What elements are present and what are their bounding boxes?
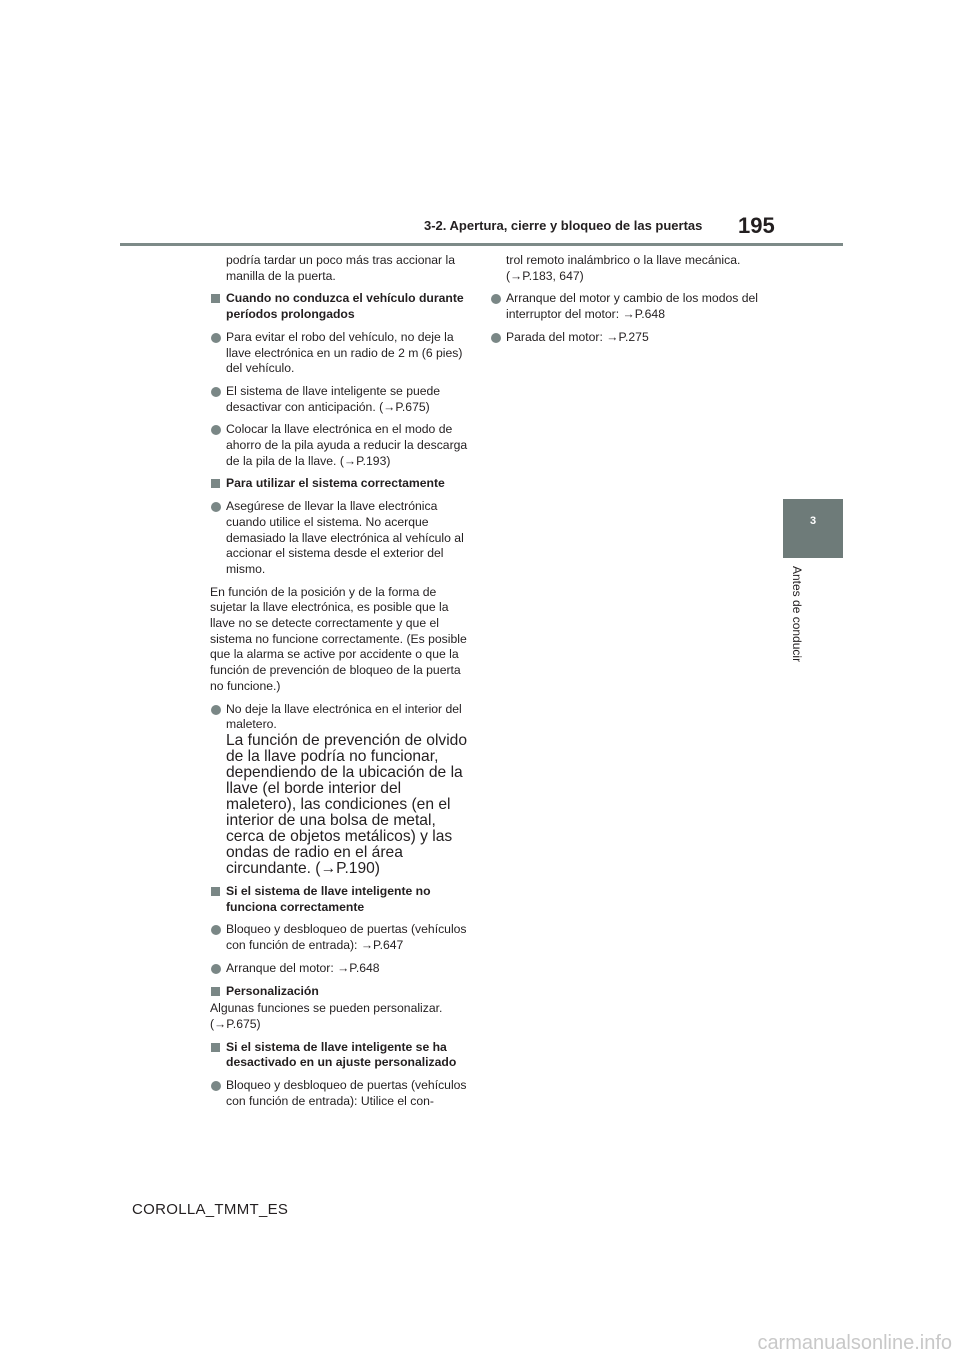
paragraph: trol remoto inalámbrico o la llave mecánica. (→P.183, 647) [506, 253, 741, 283]
square-bullet-icon [211, 887, 220, 896]
section-heading: Si el sistema de llave inteligente no funciona correctamente [210, 884, 472, 915]
bullet-item: Bloqueo y desbloqueo de puertas (vehículos con función de entrada): →P.647 [210, 922, 472, 953]
bullet-item: Para evitar el robo del vehículo, no deje la llave electrónica en un radio de 2 m (6 pies) del vehículo. [210, 330, 472, 377]
watermark: carmanualsonline.info [757, 1332, 952, 1354]
square-bullet-icon [211, 294, 220, 303]
bullet-item: El sistema de llave inteligente se puede desactivar con anticipación. (→P.675) [210, 384, 472, 415]
section-header-title: 3-2. Apertura, cierre y bloqueo de las puertas [424, 218, 703, 233]
section-heading: Personalización [210, 984, 472, 1000]
chapter-number: 3 [809, 515, 817, 527]
circle-bullet-icon [211, 502, 221, 512]
chapter-tab[interactable] [783, 499, 843, 558]
right-column [490, 253, 760, 353]
bullet-item: Arranque del motor y cambio de los modos del interruptor del motor: →P.648 [490, 291, 760, 322]
bullet-item: Asegúrese de llevar la llave electrónica cuando utilice el sistema. No acerque demasiado la llave electrónica al vehículo al accionar el sistema desde el exterior del mismo. [210, 499, 472, 578]
paragraph: Algunas funciones se pueden personalizar. (→P.675) [210, 1001, 443, 1031]
circle-bullet-icon [211, 1081, 221, 1091]
square-bullet-icon [211, 479, 220, 488]
section-heading: Si el sistema de llave inteligente se ha desactivado en un ajuste personalizado [210, 1040, 472, 1071]
circle-bullet-icon [211, 333, 221, 343]
circle-bullet-icon [491, 294, 501, 304]
circle-bullet-icon [211, 964, 221, 974]
header-divider [120, 243, 843, 246]
bullet-item: No deje la llave electrónica en el interior del maletero. [210, 702, 472, 733]
section-heading: Cuando no conduzca el vehículo durante períodos prolongados [210, 291, 472, 322]
chapter-label: Antes de conducir [790, 566, 804, 663]
square-bullet-icon [211, 987, 220, 996]
paragraph: En función de la posición y de la forma de sujetar la llave electrónica, es posible que la llave no se detecte correctamente y que el sistema no funcione correctamente. (Es posible que la alarma se active por accidente o que la función de prevención de bloqueo de la puerta no funcione.) [210, 584, 467, 693]
section-heading: Para utilizar el sistema correctamente [210, 476, 472, 492]
left-column [210, 253, 472, 1116]
bullet-item: Colocar la llave electrónica en el modo de ahorro de la pila ayuda a reducir la descarga de la pila de la llave. (→P.193) [210, 422, 472, 469]
page-number: 195 [738, 213, 775, 238]
circle-bullet-icon [211, 925, 221, 935]
square-bullet-icon [211, 1043, 220, 1052]
circle-bullet-icon [211, 387, 221, 397]
model-code-footer: COROLLA_TMMT_ES [132, 1201, 289, 1218]
circle-bullet-icon [211, 705, 221, 715]
paragraph: podría tardar un poco más tras accionar la manilla de la puerta. [226, 253, 455, 283]
circle-bullet-icon [491, 333, 501, 343]
bullet-item: Bloqueo y desbloqueo de puertas (vehículos con función de entrada): Utilice el con- [210, 1078, 472, 1109]
bullet-continuation: La función de prevención de olvido de la llave podría no funcionar, dependiendo de la ubicación de la llave (el borde interior del maletero), las condiciones (en el interior de una bolsa de metal, cerca de objetos metálicos) y las ondas de radio en el área circundante. (→P.190) [226, 731, 468, 877]
bullet-item: Parada del motor: →P.275 [490, 330, 760, 346]
bullet-item: Arranque del motor: →P.648 [210, 961, 472, 977]
circle-bullet-icon [211, 425, 221, 435]
